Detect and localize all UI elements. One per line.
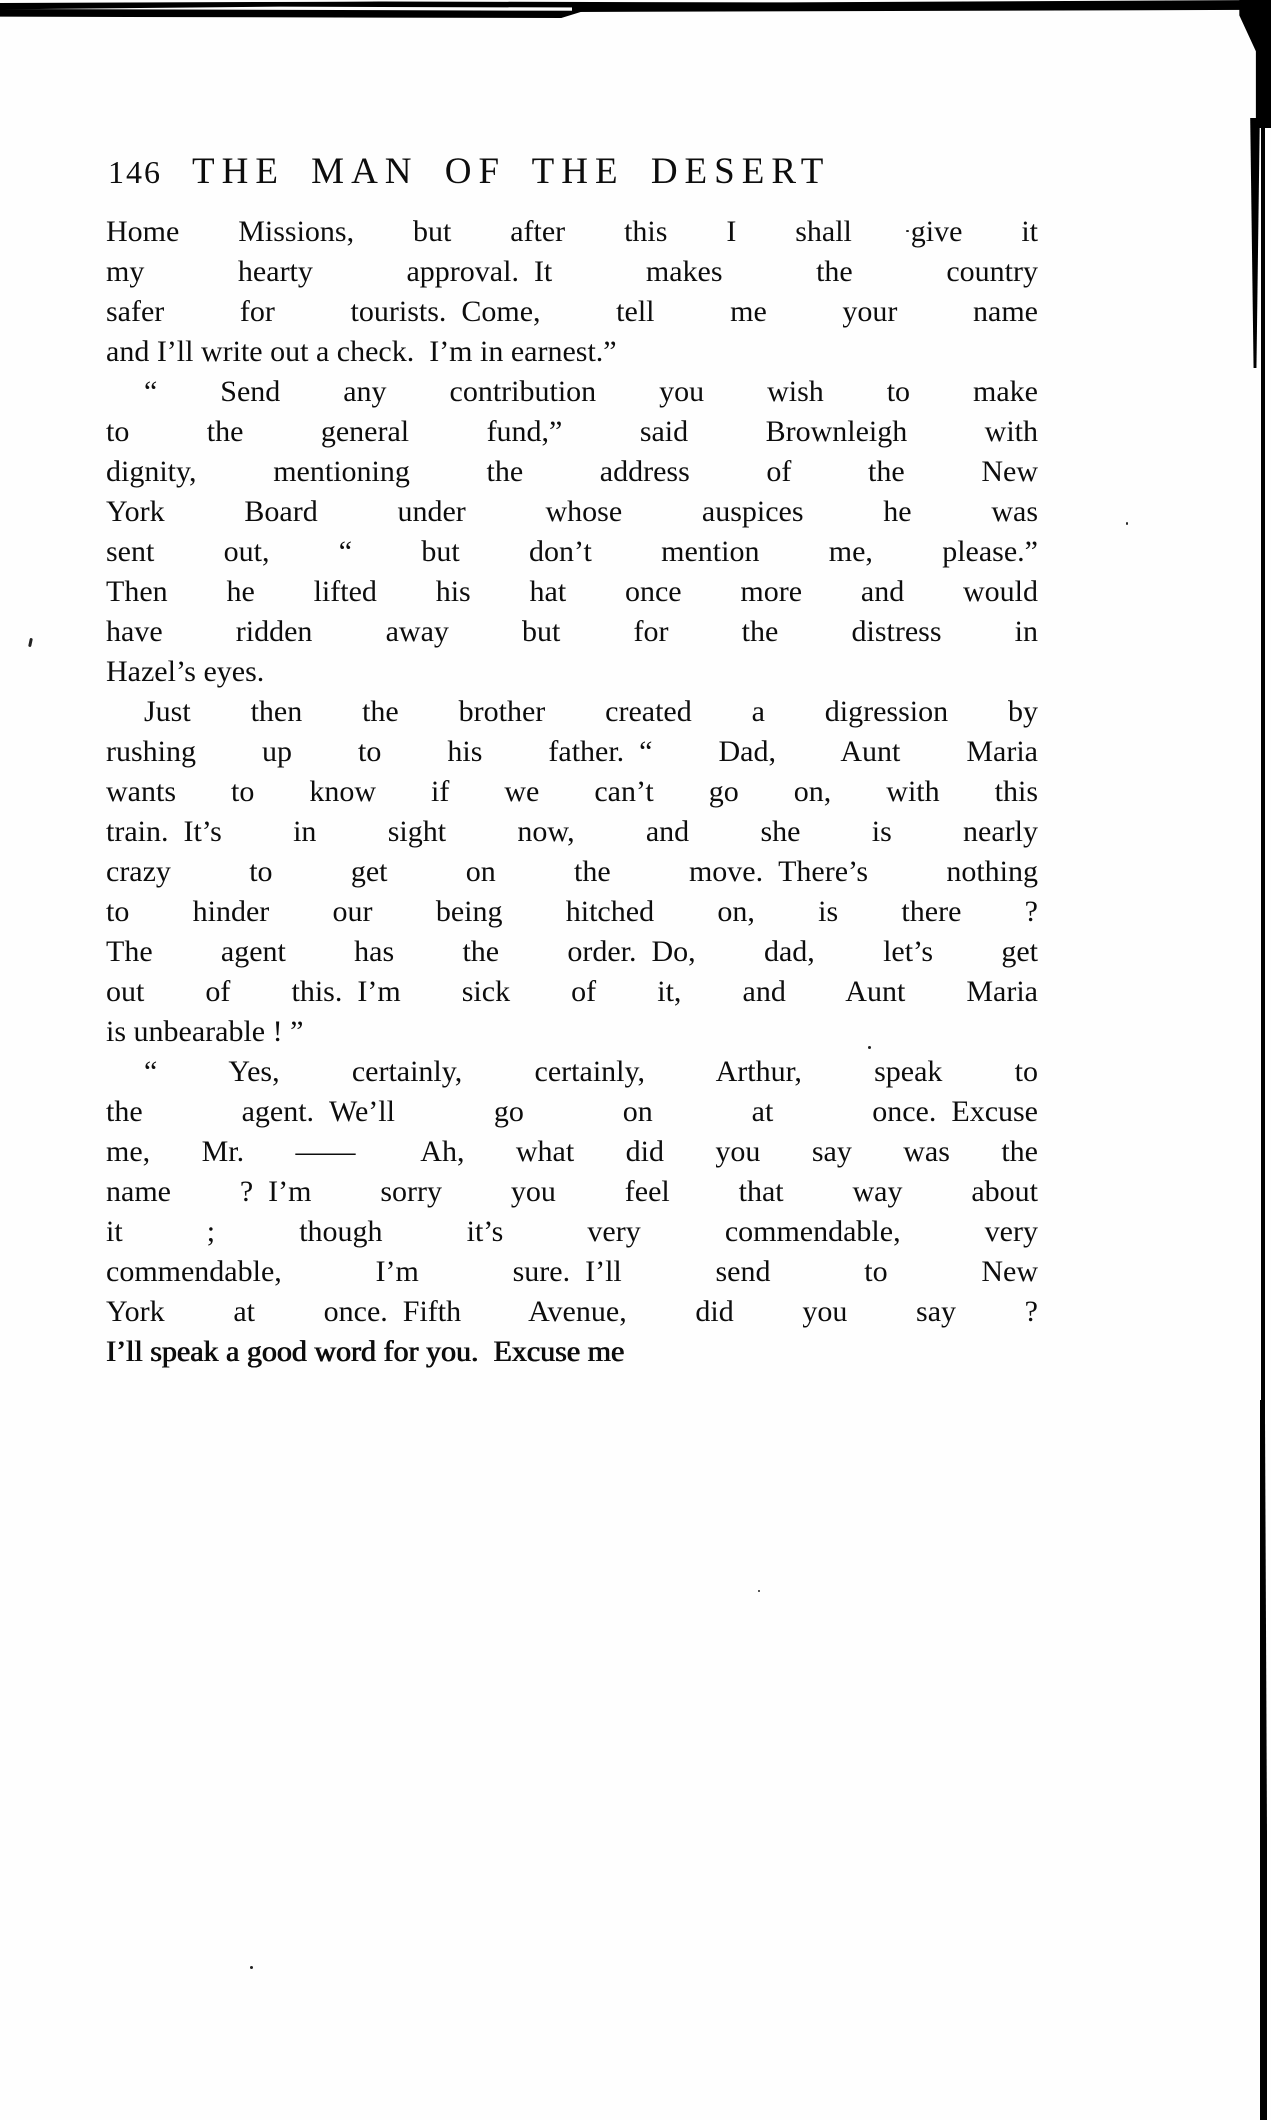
text-line: wants to know if we can’t go on, with this <box>106 775 1038 808</box>
text-line: Then he lifted his hat once more and would <box>106 575 1038 608</box>
text-line: out of this. I’m sick of it, and Aunt Maria <box>106 975 1038 1008</box>
scan-corner-blob <box>1235 0 1271 128</box>
text-line: Just then the brother created a digression by <box>144 695 1038 728</box>
text-line: is unbearable ! ” <box>106 1015 304 1048</box>
text-line: to the general fund,” said Brownleigh with <box>106 415 1038 448</box>
scan-right-binding-line-lower <box>1260 1400 1267 2120</box>
ink-speck <box>1126 522 1128 525</box>
text-line: commendable, I’m sure. I’ll send to New <box>106 1255 1038 1288</box>
running-title: THE MAN OF THE DESERT <box>192 151 831 192</box>
text-line: dignity, mentioning the address of the New <box>106 455 1038 488</box>
text-line: York at once. Fifth Avenue, did you say ? <box>106 1295 1038 1328</box>
text-line: have ridden away but for the distress in <box>106 615 1038 648</box>
ink-speck <box>28 638 33 647</box>
scan-corner-tail <box>1249 118 1261 368</box>
text-line: Home Missions, but after this I shall give it <box>106 215 1038 248</box>
text-line: safer for tourists. Come, tell me your name <box>106 295 1038 328</box>
text-line: The agent has the order. Do, dad, let’s get <box>106 935 1038 968</box>
page-body <box>106 212 1038 1372</box>
text-line: and I’ll write out a check. I’m in earnest.” <box>106 335 617 368</box>
text-line: to hinder our being hitched on, is there ? <box>106 895 1038 928</box>
text-line: me, Mr. —— Ah, what did you say was the <box>106 1135 1038 1168</box>
text-line: train. It’s in sight now, and she is nearly <box>106 815 1038 848</box>
ink-speck <box>250 1966 253 1969</box>
scan-edge-top-left <box>0 9 585 18</box>
text-line: my hearty approval. It makes the country <box>106 255 1038 288</box>
text-line: Hazel’s eyes. <box>106 655 265 688</box>
text-line: name ? I’m sorry you feel that way about <box>106 1175 1038 1208</box>
page-number: 146 <box>108 154 162 190</box>
text-line: York Board under whose auspices he was <box>106 495 1038 528</box>
text-line: “ Yes, certainly, certainly, Arthur, speak to <box>144 1055 1038 1088</box>
text-line: crazy to get on the move. There’s nothing <box>106 855 1038 888</box>
text-line: rushing up to his father. “ Dad, Aunt Maria <box>106 735 1038 768</box>
text-line: sent out, “ but don’t mention me, please.” <box>106 535 1038 568</box>
text-line: it ; though it’s very commendable, very <box>106 1215 1038 1248</box>
running-head <box>108 150 1048 193</box>
text-line: the agent. We’ll go on at once. Excuse <box>106 1095 1038 1128</box>
text-line: I’ll speak a good word for you. Excuse me <box>106 1335 625 1368</box>
text-line: “ Send any contribution you wish to make <box>144 375 1038 408</box>
ink-speck <box>758 1590 760 1592</box>
